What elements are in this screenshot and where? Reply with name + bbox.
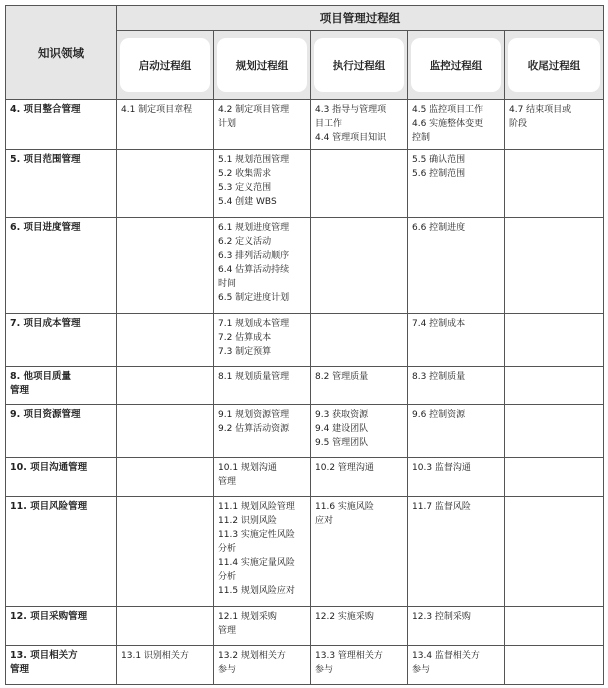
process-line: 12.2 实施采购 [315,612,374,622]
process-cell [505,405,604,458]
process-cell [311,646,408,685]
knowledge-area-label: 4. 项目整合管理 [10,104,81,115]
header-closing: 收尾过程组 [508,38,600,92]
process-cell [505,218,604,314]
process-cell [214,405,311,458]
process-line: 管理 [218,626,237,636]
header-monitoring-cell [408,31,505,100]
header-initiating-cell [117,31,214,100]
knowledge-area-label: 13. 项目相关方 [10,650,78,661]
process-cell [311,405,408,458]
process-line: 7.1 规划成本管理 [218,319,290,329]
process-line: 7.3 制定预算 [218,347,272,357]
process-line: 13.3 管理相关方 [315,651,383,661]
process-line: 计划 [218,119,237,129]
process-line: 参与 [218,665,237,675]
process-line: 11.6 实施风险 [315,502,374,512]
process-cell [214,314,311,367]
process-line: 12.1 规划采购 [218,612,277,622]
process-line: 10.3 监督沟通 [412,463,471,473]
process-cell [311,218,408,314]
process-cell [505,497,604,607]
table-row [6,405,604,458]
process-line: 13.1 识别相关方 [121,651,189,661]
header-executing: 执行过程组 [314,38,404,92]
knowledge-area-label: 9. 项目资源管理 [10,409,81,420]
knowledge-area-label: 6. 项目进度管理 [10,222,81,233]
process-cell [117,218,214,314]
process-cell [214,218,311,314]
process-line: 时间 [218,279,237,289]
knowledge-area-header: 知识领域 [6,6,117,100]
knowledge-area-cell [6,646,117,685]
header-row-top [6,6,604,31]
process-line: 10.2 管理沟通 [315,463,374,473]
process-line: 5.4 创建 WBS [218,197,277,207]
header-planning-cell [214,31,311,100]
process-cell [117,314,214,367]
header-initiating: 启动过程组 [120,38,210,92]
process-line: 6.1 规划进度管理 [218,223,290,233]
process-cell [311,607,408,646]
process-line: 管理 [218,477,237,487]
process-cell [117,405,214,458]
process-line: 阶段 [509,119,528,129]
process-cell [505,150,604,218]
table-row [6,607,604,646]
header-closing-cell [505,31,604,100]
knowledge-area-cell [6,100,117,150]
process-cell [408,100,505,150]
process-line: 目工作 [315,119,343,129]
process-line: 参与 [412,665,431,675]
header-planning: 规划过程组 [217,38,307,92]
table-row [6,100,604,150]
header-executing-cell [311,31,408,100]
header-monitoring: 监控过程组 [411,38,501,92]
process-line: 4.3 指导与管理项 [315,105,387,115]
knowledge-area-label: 10. 项目沟通管理 [10,462,88,473]
process-line: 控制 [412,133,431,143]
process-line: 参与 [315,665,334,675]
process-cell [214,646,311,685]
process-cell [311,150,408,218]
knowledge-area-cell [6,367,117,405]
knowledge-area-cell [6,458,117,497]
process-cell [214,150,311,218]
process-line: 11.1 规划风险管理 [218,502,295,512]
process-line: 5.3 定义范围 [218,183,272,193]
process-line: 4.1 制定项目章程 [121,105,193,115]
knowledge-area-cell [6,218,117,314]
process-line: 4.6 实施整体变更 [412,119,484,129]
process-line: 5.5 确认范围 [412,155,466,165]
knowledge-area-label: 8. 他项目质量 [10,371,72,382]
process-cell [311,100,408,150]
process-line: 分析 [218,572,237,582]
process-line: 4.2 制定项目管理 [218,105,290,115]
table-body [6,100,604,685]
process-cell [311,497,408,607]
process-cell [117,497,214,607]
process-line: 12.3 控制采购 [412,612,471,622]
process-cell [117,607,214,646]
process-line: 11.7 监督风险 [412,502,471,512]
process-cell [408,607,505,646]
knowledge-area-label: 5. 项目范围管理 [10,154,81,165]
table-row [6,458,604,497]
process-line: 13.2 规划相关方 [218,651,286,661]
process-line: 4.4 管理项目知识 [315,133,387,143]
process-line: 4.5 监控项目工作 [412,105,484,115]
process-line: 11.2 识别风险 [218,516,277,526]
process-line: 6.2 定义活动 [218,237,272,247]
process-cell [117,458,214,497]
process-cell [505,646,604,685]
process-line: 6.3 排列活动顺序 [218,251,290,261]
process-line: 9.2 估算活动资源 [218,424,290,434]
process-line: 10.1 规划沟通 [218,463,277,473]
process-cell [408,458,505,497]
knowledge-area-cell [6,497,117,607]
process-line: 7.2 估算成本 [218,333,272,343]
process-cell [408,497,505,607]
table-row [6,646,604,685]
knowledge-area-cell [6,314,117,367]
process-line: 11.4 实施定量风险 [218,558,295,568]
knowledge-area-label: 7. 项目成本管理 [10,318,81,329]
table-row [6,497,604,607]
process-cell [505,100,604,150]
table-row [6,314,604,367]
process-line: 9.6 控制资源 [412,410,466,420]
process-line: 8.3 控制质量 [412,372,466,382]
process-cell [408,150,505,218]
process-line: 7.4 控制成本 [412,319,466,329]
knowledge-area-label: 管理 [10,385,30,396]
knowledge-area-cell [6,607,117,646]
process-cell [311,314,408,367]
process-cell [214,607,311,646]
process-group-header: 项目管理过程组 [117,6,604,31]
process-line: 6.6 控制进度 [412,223,466,233]
process-cell [117,646,214,685]
process-line: 11.3 实施定性风险 [218,530,295,540]
process-line: 13.4 监督相关方 [412,651,480,661]
process-cell [214,367,311,405]
process-cell [505,367,604,405]
knowledge-area-label: 11. 项目风险管理 [10,501,88,512]
process-cell [505,458,604,497]
process-line: 4.7 结束项目或 [509,105,572,115]
table-row [6,367,604,405]
process-cell [117,100,214,150]
process-cell [117,367,214,405]
process-line: 6.5 制定进度计划 [218,293,290,303]
process-line: 5.1 规划范围管理 [218,155,290,165]
knowledge-area-label: 管理 [10,664,30,675]
process-line: 9.3 获取资源 [315,410,369,420]
knowledge-area-label: 12. 项目采购管理 [10,611,88,622]
process-cell [408,646,505,685]
process-cell [408,314,505,367]
process-cell [117,150,214,218]
process-cell [408,405,505,458]
process-cell [311,367,408,405]
process-line: 9.1 规划资源管理 [218,410,290,420]
process-cell [214,100,311,150]
knowledge-area-cell [6,405,117,458]
process-cell [311,458,408,497]
process-line: 8.2 管理质量 [315,372,369,382]
process-cell [408,367,505,405]
process-cell [408,218,505,314]
process-line: 9.5 管理团队 [315,438,369,448]
process-cell [214,497,311,607]
process-cell [505,607,604,646]
process-line: 5.2 收集需求 [218,169,272,179]
process-line: 分析 [218,544,237,554]
process-line: 5.6 控制范围 [412,169,466,179]
process-cell [214,458,311,497]
process-knowledge-table [5,5,604,685]
table-row [6,218,604,314]
process-line: 9.4 建设团队 [315,424,369,434]
table-row [6,150,604,218]
process-line: 6.4 估算活动持续 [218,265,290,275]
process-line: 应对 [315,516,334,526]
process-line: 8.1 规划质量管理 [218,372,290,382]
process-line: 11.5 规划风险应对 [218,586,295,596]
knowledge-area-cell [6,150,117,218]
process-cell [505,314,604,367]
